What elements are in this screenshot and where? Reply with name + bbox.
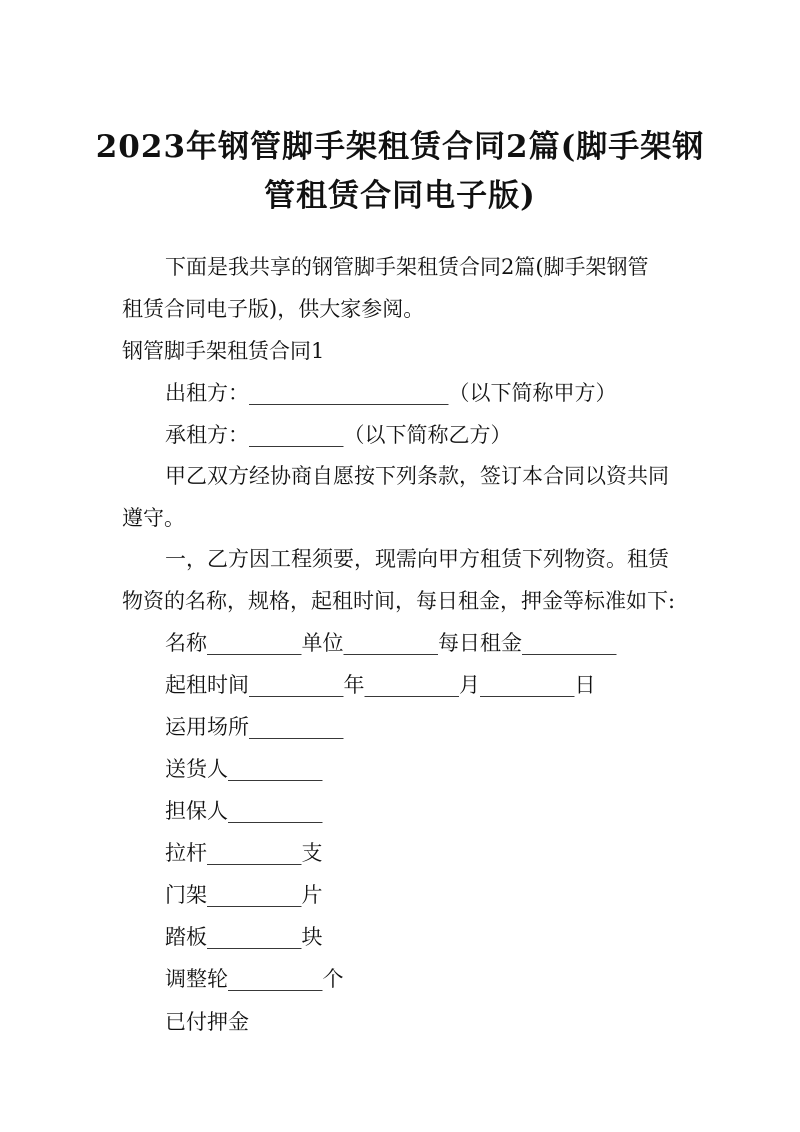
adjust-wheel-line: 调整轮_________个 [165,967,344,991]
clause1-line1: 一，乙方因工程须要，现需向甲方租赁下列物资。租赁 [165,547,669,571]
document-title-line2: 管租赁合同电子版) [264,178,536,214]
section-heading: 钢管脚手架租赁合同1 [122,339,325,363]
pedal-line: 踏板_________块 [165,925,323,949]
deposit-paid-line: 已付押金 [165,1010,249,1034]
usage-place-line: 运用场所_________ [165,715,344,739]
document-title-line1: 2023年钢管脚手架租赁合同2篇(脚手架钢 [95,129,705,165]
door-frame-line: 门架_________片 [165,883,323,907]
pull-rod-line: 拉杆_________支 [165,841,323,865]
lessee-line: 承租方：_________（以下简称乙方） [165,423,512,447]
agreement-line1: 甲乙双方经协商自愿按下列条款，签订本合同以资共同 [165,464,669,488]
clause1-line2: 物资的名称，规格，起租时间，每日租金，押金等标准如下: [122,589,676,613]
intro-line1: 下面是我共享的钢管脚手架租赁合同2篇(脚手架钢管 [165,255,649,279]
intro-line2: 租赁合同电子版)，供大家参阅。 [122,297,425,321]
guarantor-line: 担保人_________ [165,799,323,823]
name-unit-rent-line: 名称_________单位_________每日租金_________ [165,631,617,655]
start-date-line: 起租时间_________年_________月_________日 [165,673,596,697]
agreement-line2: 遵守。 [122,506,185,530]
lessor-line: 出租方：___________________（以下简称甲方） [165,381,617,405]
delivery-person-line: 送货人_________ [165,757,323,781]
